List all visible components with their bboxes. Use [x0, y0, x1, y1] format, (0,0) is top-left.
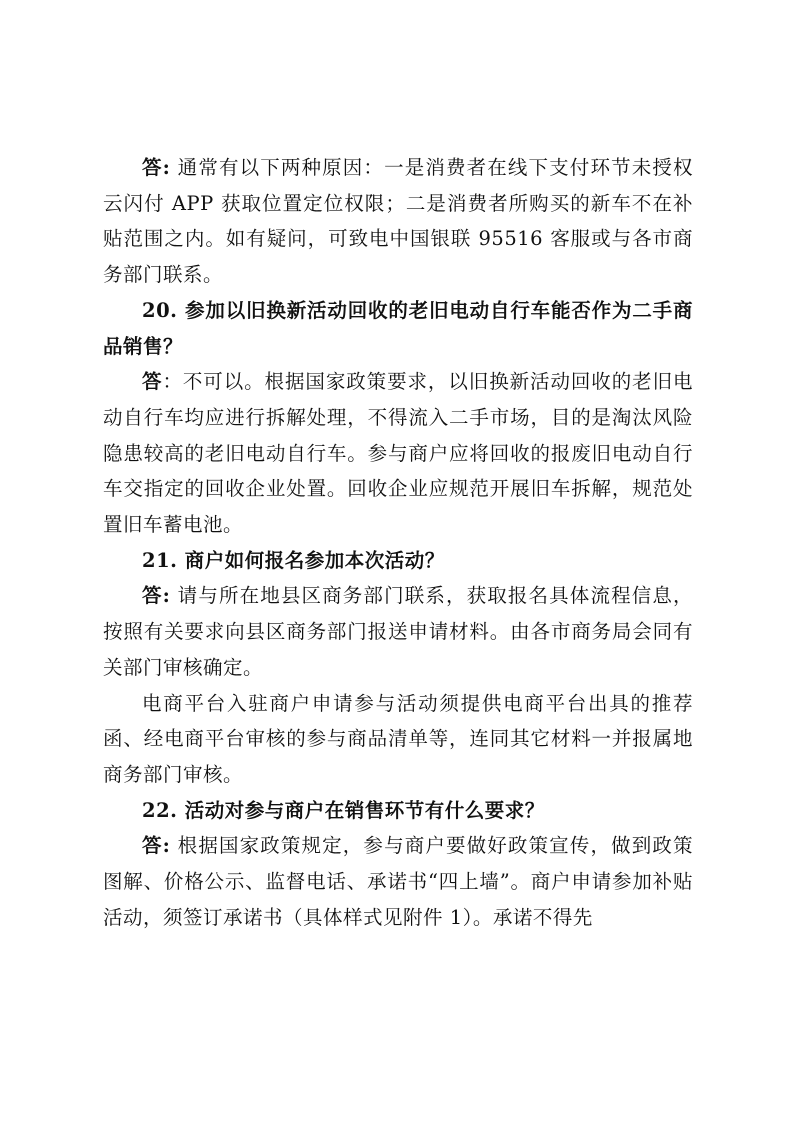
answer-text: 通常有以下两种原因：一是消费者在线下支付环节未授权云闪付 APP 获取位置定位权限；二是消费者所购买的新车不在补贴范围之内。如有疑问，可致电中国银联 95516 客服或与各市商务部门联系。 — [103, 156, 693, 287]
answer-paragraph-20 — [103, 364, 693, 543]
answer-text: 请与所在地县区商务部门联系，获取报名具体流程信息，按照有关要求向县区商务部门报送申请材料。由各市商务局会同有关部门审核确定。 — [103, 584, 693, 679]
answer-paragraph-21 — [103, 578, 693, 685]
body-paragraph-21-continued: 电商平台入驻商户申请参与活动须提供电商平台出具的推荐函、经电商平台审核的参与商品清单等，连同其它材料一并报属地商务部门审核。 — [103, 691, 693, 786]
answer-paragraph-22 — [103, 828, 693, 935]
answer-paragraph-19 — [103, 150, 693, 293]
answer-label: 答 — [142, 370, 163, 394]
question-20: 20. 参加以旧换新活动回收的老旧电动自行车能否作为二手商品销售？ — [103, 298, 693, 358]
answer-text: 根据国家政策规定，参与商户要做好政策宣传，做到政策图解、价格公示、监督电话、承诺书“四上墙”。商户申请参加补贴活动，须签订承诺书（具体样式见附件 1）。承诺不得先 — [103, 834, 693, 929]
answer-label: 答: — [142, 156, 171, 179]
answer-label: 答: — [142, 834, 171, 858]
question-21: 21. 商户如何报名参加本次活动？ — [142, 548, 445, 572]
answer-label: 答: — [142, 584, 171, 608]
question-22: 22. 活动对参与商户在销售环节有什么要求？ — [142, 798, 545, 822]
document-body — [103, 150, 693, 935]
answer-text: ：不可以。根据国家政策要求，以旧换新活动回收的老旧电动自行车均应进行拆解处理，不得流入二手市场，目的是淘汰风险隐患较高的老旧电动自行车。参与商户应将回收的报废旧电动自行车交指定的回收企业处置。回收企业应规范开展旧车拆解，规范处置旧车蓄电池。 — [103, 370, 693, 537]
